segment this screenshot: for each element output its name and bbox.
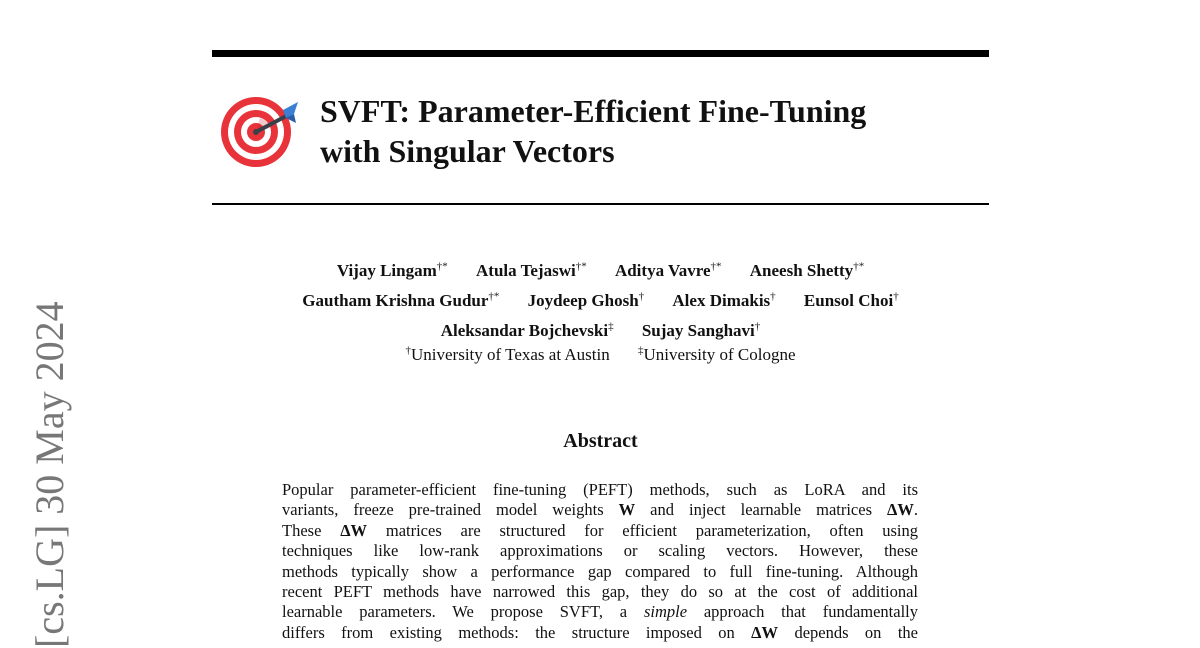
author: Alex Dimakis† xyxy=(672,290,776,310)
author: Gautham Krishna Gudur†* xyxy=(302,290,500,310)
abstract-line: techniques like low-rank approximations or scaling vectors. However, these xyxy=(282,541,918,561)
affiliation-line xyxy=(212,344,989,366)
arxiv-side-stamp xyxy=(20,296,80,648)
author: Eunsol Choi† xyxy=(803,290,899,310)
abstract-body xyxy=(282,480,918,643)
affiliation: †University of Texas at Austin xyxy=(405,344,610,364)
paper-title-line-2: with Singular Vectors xyxy=(320,133,615,169)
paper-title-line-1: SVFT: Parameter-Efficient Fine-Tuning xyxy=(320,93,867,129)
abstract-line: methods typically show a performance gap compared to full fine-tuning. Although xyxy=(282,561,918,581)
author: Atula Tejaswi†* xyxy=(476,260,587,280)
target-dart-icon xyxy=(220,96,300,168)
title-top-rule xyxy=(212,50,989,57)
paper-title xyxy=(320,91,980,171)
abstract-line: recent PEFT methods have narrowed this gap, they do so at the cost of additional xyxy=(282,582,918,602)
abstract-line: differs from existing methods: the structure imposed on ΔW depends on the xyxy=(282,622,918,642)
author: Sujay Sanghavi† xyxy=(641,320,761,340)
affiliation: ‡University of Cologne xyxy=(637,344,796,364)
abstract-line: These ΔW matrices are structured for efficient parameterization, often using xyxy=(282,520,918,540)
author-line-1 xyxy=(212,256,989,286)
author: Aneesh Shetty†* xyxy=(749,260,865,280)
abstract-line: learnable parameters. We propose SVFT, a simple approach that fundamentally xyxy=(282,602,919,622)
abstract-line: Popular parameter-efficient fine-tuning (PEFT) methods, such as LoRA and its xyxy=(282,480,918,499)
author: Joydeep Ghosh† xyxy=(527,290,645,310)
author-line-3 xyxy=(212,316,989,346)
author-line-2 xyxy=(212,286,989,316)
author: Aleksandar Bojchevski‡ xyxy=(440,320,614,340)
abstract-heading: Abstract xyxy=(563,430,638,452)
abstract-line: variants, freeze pre-trained model weights W and inject learnable matrices ΔW. xyxy=(282,500,918,520)
author-block xyxy=(212,256,989,366)
arxiv-stamp-text: [cs.LG] 30 May 2024 xyxy=(27,301,72,648)
author: Aditya Vavre†* xyxy=(614,260,722,280)
title-bottom-rule xyxy=(212,203,989,205)
author: Vijay Lingam†* xyxy=(336,260,448,280)
